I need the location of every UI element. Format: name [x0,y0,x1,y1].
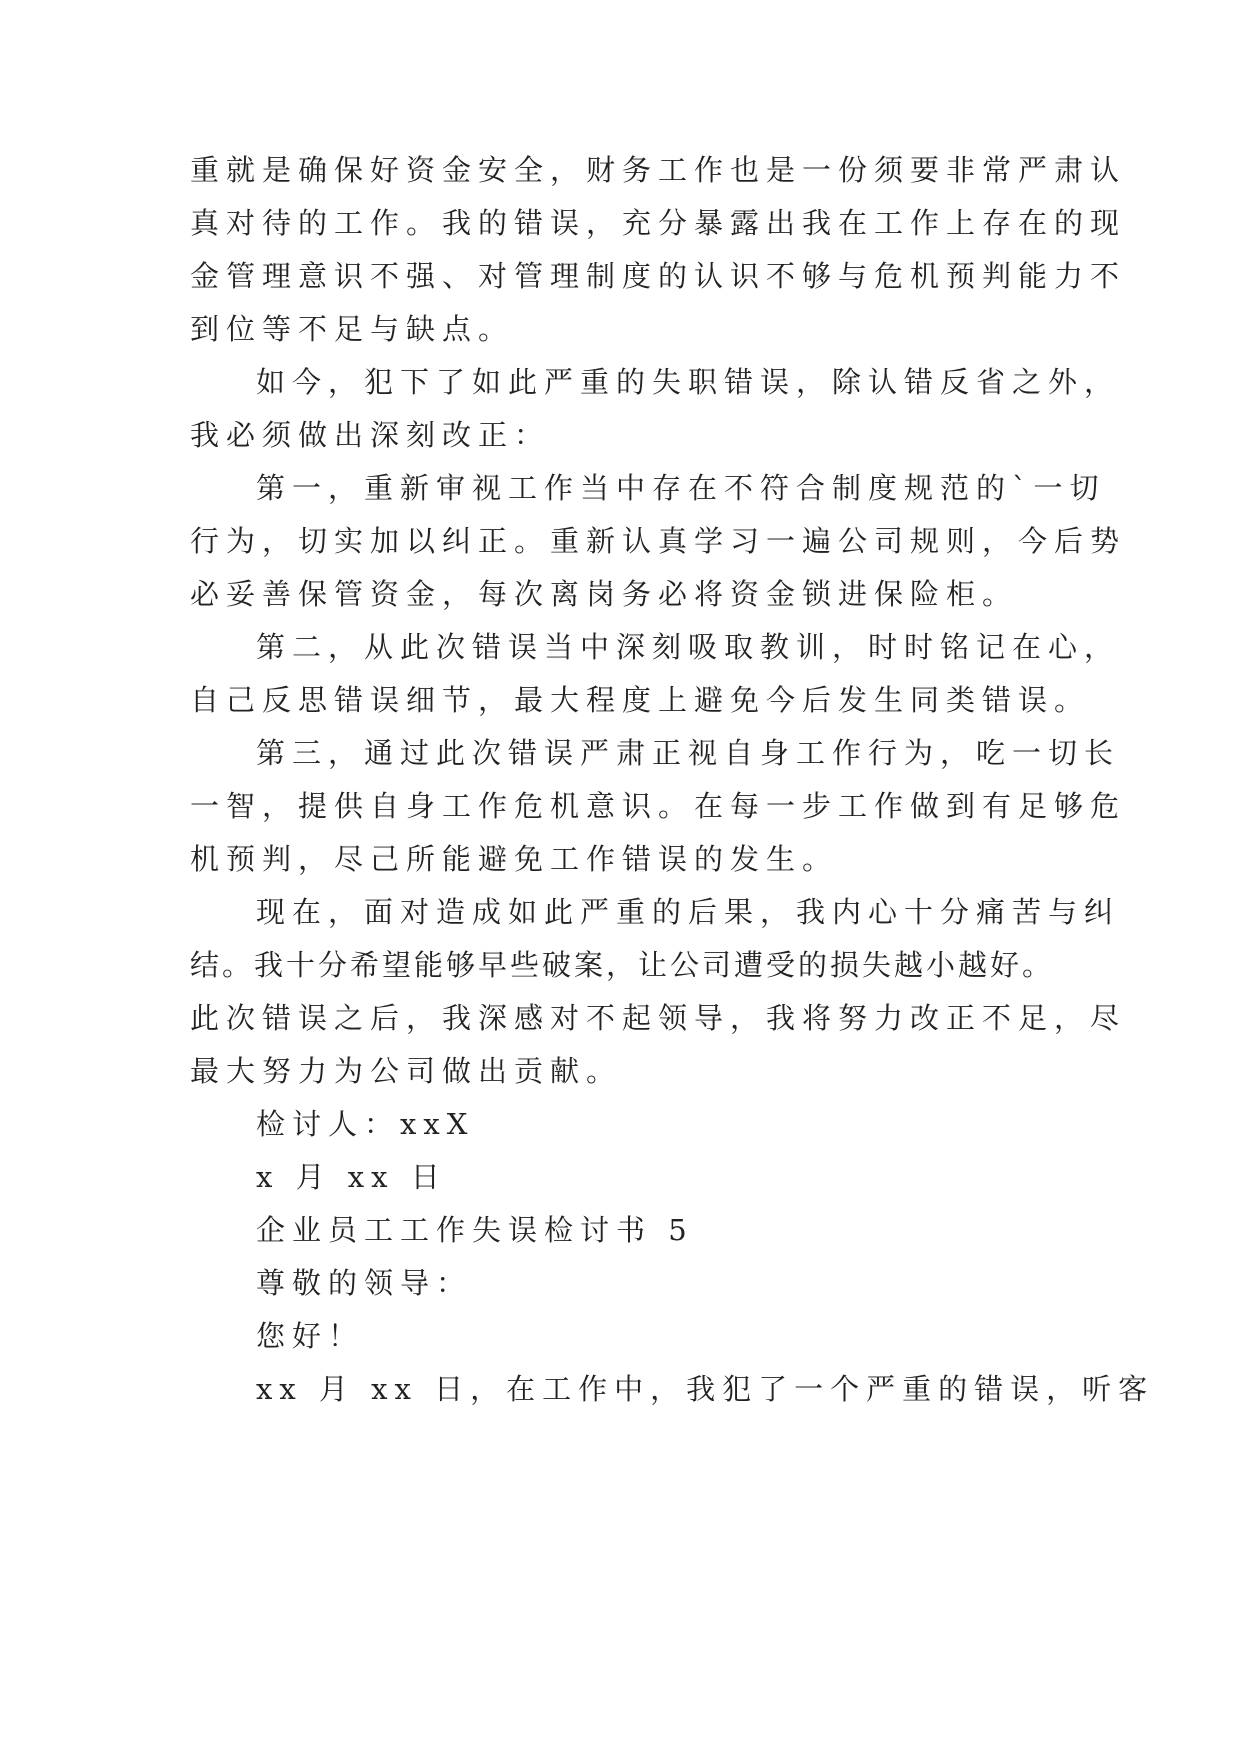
signer-line: 检讨人：xxX [256,1107,475,1141]
text-line: 结。我十分希望能够早些破案，让公司遭受的损失越小越好。 [190,948,1055,982]
date-line: x 月 xx 日 [256,1160,447,1194]
text-line: 第一，重新审视工作当中存在不符合制度规范的`一切 [256,471,1106,505]
salutation: 尊敬的领导： [256,1266,473,1300]
text-line: 机预判，尽己所能避免工作错误的发生。 [190,842,839,876]
text-line: xx 月 xx 日，在工作中，我犯了一个严重的错误，听客 [256,1372,1155,1406]
text-line: 我必须做出深刻改正： [190,418,551,452]
text-line: 自己反思错误细节，最大程度上避免今后发生同类错误。 [190,683,1091,717]
text-line: 真对待的工作。我的错误，充分暴露出我在工作上存在的现 [190,206,1127,240]
text-line: 到位等不足与缺点。 [190,312,515,346]
section-title: 企业员工工作失误检讨书 5 [256,1213,694,1247]
text-line: 此次错误之后，我深感对不起领导，我将努力改正不足，尽 [190,1001,1127,1035]
text-line: 金管理意识不强、对管理制度的认识不够与危机预判能力不 [190,259,1127,293]
text-line: 第三，通过此次错误严肃正视自身工作行为，吃一切长 [256,736,1121,770]
text-line: 重就是确保好资金安全，财务工作也是一份须要非常严肃认 [190,153,1127,187]
text-line: 第二，从此次错误当中深刻吸取教训，时时铭记在心， [256,630,1121,664]
text-line: 最大努力为公司做出贡献。 [190,1054,623,1088]
text-line: 现在，面对造成如此严重的后果，我内心十分痛苦与纠 [256,895,1121,929]
text-line: 行为，切实加以纠正。重新认真学习一遍公司规则，今后势 [190,524,1127,558]
text-line: 一智，提供自身工作危机意识。在每一步工作做到有足够危 [190,789,1127,823]
greeting: 您好！ [256,1319,365,1353]
text-line: 必妥善保管资金，每次离岗务必将资金锁进保险柜。 [190,577,1019,611]
text-line: 如今，犯下了如此严重的失职错误，除认错反省之外， [256,365,1121,399]
